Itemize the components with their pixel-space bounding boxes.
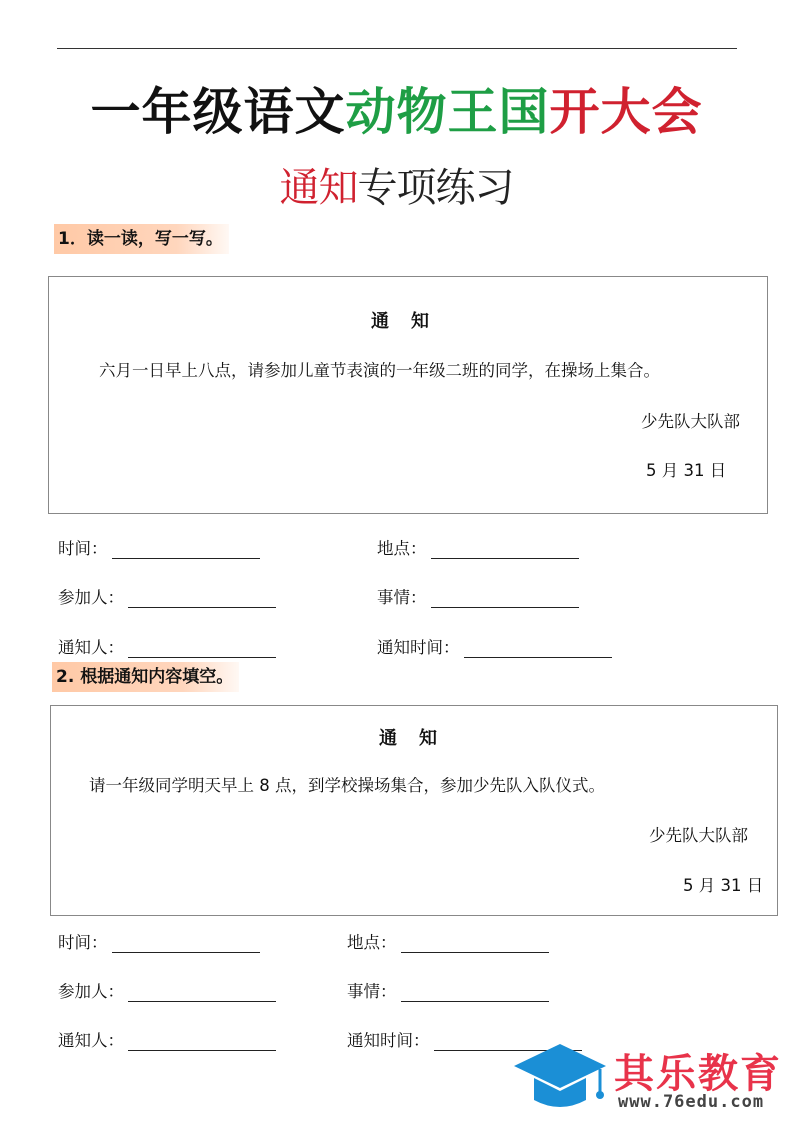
subtitle-part-2: 专项练习 xyxy=(357,165,514,211)
s1-field-time-label: 时间： xyxy=(58,539,108,558)
section2-notice-body: 请一年级同学明天早上 8 点，到学校操场集合，参加少先队入队仪式。 xyxy=(89,776,605,795)
title-part-1: 一年级语文 xyxy=(90,83,346,141)
s1-field-notice-time-blank[interactable] xyxy=(464,639,612,658)
s1-field-place-blank[interactable] xyxy=(431,540,579,559)
s2-field-notifier-blank[interactable] xyxy=(128,1032,276,1051)
logo-url: www.76edu.com xyxy=(618,1092,765,1112)
page-subtitle xyxy=(0,158,793,218)
s1-field-notice-time-label: 通知时间： xyxy=(377,638,460,657)
section2-notice-signer: 少先队大队部 xyxy=(649,826,748,845)
s1-field-time xyxy=(58,535,260,559)
s2-field-matter-blank[interactable] xyxy=(401,983,549,1002)
section1-notice-signer: 少先队大队部 xyxy=(641,412,740,431)
s1-field-participants xyxy=(58,584,276,608)
top-rule xyxy=(57,48,737,49)
s2-field-notice-time-label: 通知时间： xyxy=(347,1031,430,1050)
section1-notice-title: 通知 xyxy=(371,311,451,332)
s1-field-place-label: 地点： xyxy=(377,539,427,558)
s1-field-matter xyxy=(377,584,579,608)
s2-field-time-label: 时间： xyxy=(58,933,108,952)
s2-field-time xyxy=(58,929,260,953)
section1-notice-date: 5 月 31 日 xyxy=(646,461,727,480)
s1-field-time-blank[interactable] xyxy=(112,540,260,559)
s2-field-notifier-label: 通知人： xyxy=(58,1031,124,1050)
section1-notice-box xyxy=(48,276,768,514)
title-part-2: 动物王国 xyxy=(345,83,550,141)
page-title xyxy=(0,72,793,152)
graduation-cap-icon xyxy=(512,1040,608,1114)
s1-field-notifier xyxy=(58,634,276,658)
s1-field-notifier-blank[interactable] xyxy=(128,639,276,658)
logo-name: 其乐教育 xyxy=(614,1051,782,1097)
s2-field-notifier xyxy=(58,1027,276,1051)
section2-notice-date: 5 月 31 日 xyxy=(683,876,764,895)
s1-field-notifier-label: 通知人： xyxy=(58,638,124,657)
s2-field-place xyxy=(347,929,549,953)
s2-field-place-blank[interactable] xyxy=(401,934,549,953)
s2-field-matter xyxy=(347,978,549,1002)
section1-heading: 1．读一读，写一写。 xyxy=(54,224,229,254)
section2-notice-box xyxy=(50,705,778,916)
s2-field-place-label: 地点： xyxy=(347,933,397,952)
s1-field-matter-label: 事情： xyxy=(377,588,427,607)
subtitle-part-1: 通知 xyxy=(279,165,358,211)
s2-field-matter-label: 事情： xyxy=(347,982,397,1001)
title-part-3: 开大会 xyxy=(549,83,703,141)
s2-field-participants-blank[interactable] xyxy=(128,983,276,1002)
s1-field-notice-time xyxy=(377,634,612,658)
s1-field-participants-blank[interactable] xyxy=(128,589,276,608)
s2-field-participants xyxy=(58,978,276,1002)
s1-field-place xyxy=(377,535,579,559)
s1-field-participants-label: 参加人： xyxy=(58,588,124,607)
s1-field-matter-blank[interactable] xyxy=(431,589,579,608)
section2-notice-title: 通知 xyxy=(379,728,459,749)
s2-field-participants-label: 参加人： xyxy=(58,982,124,1001)
section1-notice-body: 六月一日早上八点，请参加儿童节表演的一年级二班的同学，在操场上集合。 xyxy=(99,361,660,380)
section2-heading: 2. 根据通知内容填空。 xyxy=(52,662,239,692)
s2-field-time-blank[interactable] xyxy=(112,934,260,953)
